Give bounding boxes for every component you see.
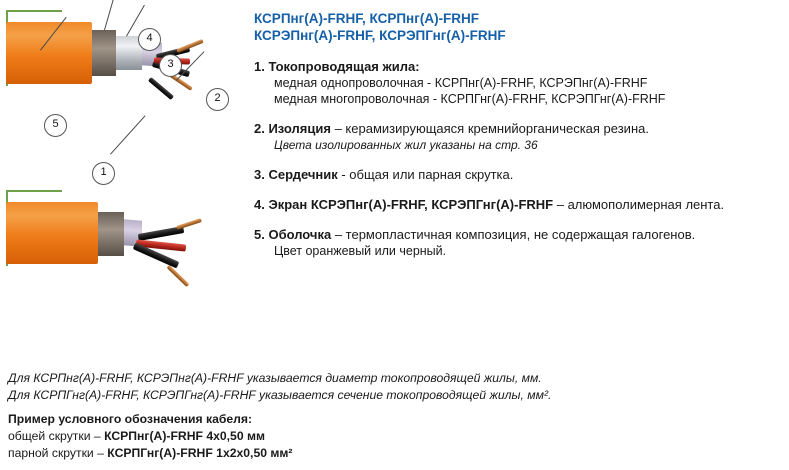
- footer-example-1: [8, 428, 783, 445]
- spec-item-sub: медная однопроволочная - КСРПнг(А)-FRHF, КСРЭПнг(А)-FRHF: [274, 76, 648, 90]
- guide-line-top: [6, 10, 62, 12]
- spec-item-rest: – керамизирующаяся кремнийорганическая резина.: [330, 121, 649, 136]
- spec-item-head: 1. Токопроводящая жила:: [254, 59, 420, 74]
- spec-item-core: [254, 166, 784, 183]
- leader-line-4: [104, 0, 115, 30]
- wire-copper-top-2: [176, 218, 202, 230]
- footer-example-2-prefix: парной скрутки –: [8, 446, 108, 460]
- spec-item-sub: Цвет оранжевый или черный.: [274, 244, 447, 258]
- spec-item-list: [254, 58, 784, 259]
- spec-item-rest: – алюмополимерная лента.: [553, 197, 725, 212]
- spec-item-rest: - общая или парная скрутка.: [337, 167, 514, 182]
- cable-figure-shielded: [0, 6, 248, 184]
- footer-note-1: Для КСРПнг(А)-FRHF, КСРЭПнг(А)-FRHF указывается диаметр токопроводящей жилы, мм.: [8, 371, 542, 385]
- outer-sheath-2: [6, 202, 98, 264]
- wire-copper-bottom-2: [167, 265, 190, 287]
- spec-item-note: Цвета изолированных жил указаны на стр. 36: [274, 138, 538, 152]
- spec-item-line: [254, 166, 784, 183]
- spec-item-screen: [254, 196, 784, 213]
- product-title: [254, 10, 784, 44]
- callout-bubble-3[interactable]: 3: [159, 54, 182, 77]
- spec-item-conductor: [254, 58, 784, 107]
- callout-bubble-5[interactable]: 5: [44, 114, 67, 137]
- spec-item-line: [254, 196, 784, 213]
- guide-line-top-2: [6, 190, 62, 192]
- callout-bubble-2[interactable]: 2: [206, 88, 229, 111]
- leader-line-1: [110, 115, 146, 154]
- spec-item-head: 4. Экран КСРЭПнг(А)-FRHF, КСРЭПГнг(А)-FRHF: [254, 197, 554, 212]
- spec-item-head: 2. Изоляция: [254, 121, 331, 136]
- inner-core-layer: [92, 30, 116, 76]
- footer-example-1-prefix: общей скрутки –: [8, 429, 105, 443]
- product-title-line-2: КСРЭПнг(А)-FRHF, КСРЭПГнг(А)-FRHF: [254, 28, 506, 43]
- footer-spacer: [8, 404, 783, 411]
- specification-text: [254, 10, 784, 272]
- spec-item-sub: медная многопроволочная - КСРПГнг(А)-FRHF, КСРЭПГнг(А)-FRHF: [274, 92, 666, 106]
- footer-notes: [8, 370, 783, 462]
- cable-illustrations: [0, 0, 248, 360]
- footer-example-2-code: КСРПГнг(А)-FRHF 1х2х0,50 мм²: [107, 446, 293, 460]
- spec-item-sheath: [254, 226, 784, 259]
- spec-item-rest: – термопластичная композиция, не содержащая галогенов.: [331, 227, 696, 242]
- spec-item-line: [254, 226, 784, 243]
- footer-example-head: Пример условного обозначения кабеля:: [8, 412, 253, 426]
- product-title-line-1: КСРПнг(А)-FRHF, КСРПнг(А)-FRHF: [254, 11, 480, 26]
- footer-note-2: Для КСРПГнг(А)-FRHF, КСРЭПГнг(А)-FRHF указывается сечение токопроводящей жилы, мм².: [8, 388, 552, 402]
- spec-item-line: [254, 120, 784, 137]
- inner-core-layer-2: [98, 212, 124, 256]
- cable-figure-unshielded: [0, 186, 248, 356]
- wire-copper-top: [176, 39, 203, 53]
- callout-bubble-1[interactable]: 1: [92, 162, 115, 185]
- footer-example-1-code: КСРПнг(А)-FRHF 4х0,50 мм: [104, 429, 266, 443]
- outer-sheath: [6, 22, 92, 84]
- spec-item-insulation: [254, 120, 784, 153]
- spec-item-head: 3. Сердечник: [254, 167, 338, 182]
- callout-bubble-4[interactable]: 4: [138, 28, 161, 51]
- spec-item-head: 5. Оболочка: [254, 227, 332, 242]
- footer-example-2: [8, 445, 783, 462]
- wire-black-tail: [148, 77, 174, 100]
